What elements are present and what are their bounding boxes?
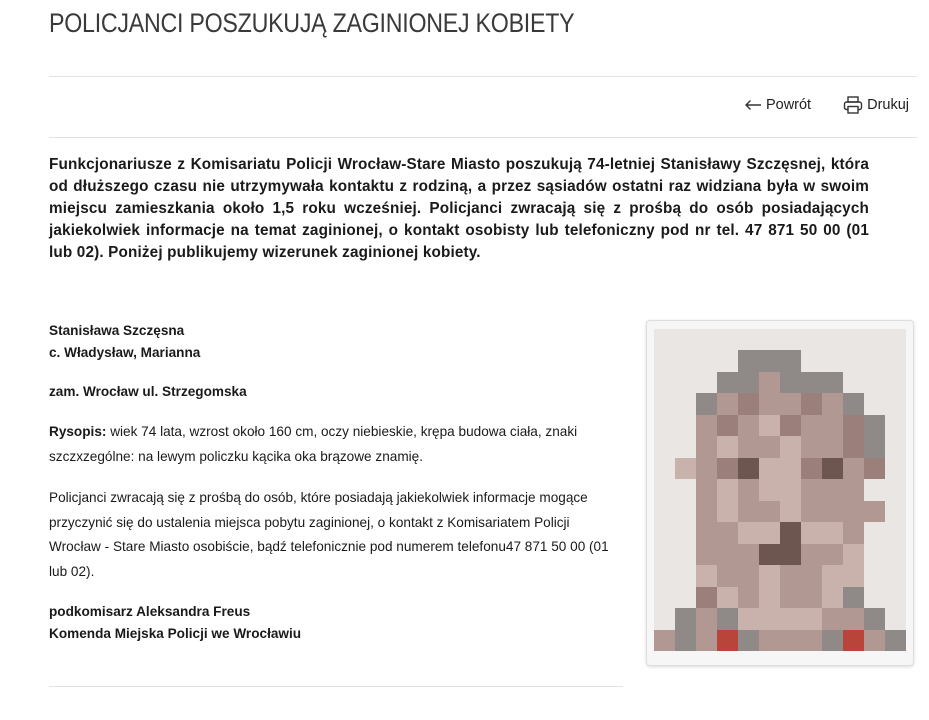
photo-pixel [780,350,801,371]
photo-pixel [675,522,696,543]
photo-pixel [759,630,780,651]
photo-pixel [843,479,864,500]
photo-pixel [801,630,822,651]
photo-pixel [843,544,864,565]
lead-paragraph: Funkcjonariusze z Komisariatu Policji Wrocław-Stare Miasto poszukują 74-letniej Stanisławy Szczęsnej, która od dłuższego czasu nie utrzymywała kontaktu z rodziną, a przez sąsiadów ostatni raz widziana była w swoim miejscu zamieszkania około 1,5 roku wcześniej. Policjanci zwracają się z prośbą do osób posiadających jakiekolwiek informacje na temat zaginionej, o kontakt osobisty lub telefoniczny pod nr tel. 47 871 50 00 (01 lub 02). Poniżej publikujemy wizerunek zaginionej kobiety. [49,156,869,261]
back-link-label: Powrót [765,97,812,113]
photo-pixel [675,587,696,608]
photo-pixel [801,565,822,586]
article-body [49,320,621,645]
photo-pixel [822,587,843,608]
photo-pixel [759,415,780,436]
photo-pixel [864,458,885,479]
photo-pixel [654,522,675,543]
photo-pixel [759,565,780,586]
photo-pixel [696,522,717,543]
photo-pixel [717,587,738,608]
photo-pixel [780,608,801,629]
photo-pixel [885,630,906,651]
photo-pixel [780,372,801,393]
photo-pixel [654,479,675,500]
photo-pixel [864,565,885,586]
photo-pixel [675,436,696,457]
photo-pixel [759,458,780,479]
photo-pixel [801,458,822,479]
photo-pixel [654,436,675,457]
photo-pixel [780,501,801,522]
photo-pixel [738,458,759,479]
photo-pixel [759,350,780,371]
photo-pixel [696,587,717,608]
bottom-divider [49,686,623,687]
photo-pixel [801,350,822,371]
photo-pixel [864,372,885,393]
photo-pixel [759,479,780,500]
photo-pixel [738,393,759,414]
actions-divider [49,137,917,138]
photo-pixel [864,630,885,651]
photo-pixel [780,436,801,457]
photo-pixel [843,372,864,393]
description-text: wiek 74 lata, wzrost około 160 cm, oczy niebieskie, krępa budowa ciała, znaki szczxzególne: na lewym policzku kącika oka brązowe znamię. [49,424,578,464]
photo-pixel [696,608,717,629]
photo-pixel [885,608,906,629]
photo-pixel [738,608,759,629]
photo-pixel [759,501,780,522]
photo-pixel [654,393,675,414]
print-link-label: Drukuj [867,97,909,113]
appeal-paragraph: Policjanci zwracają się z prośbą do osób, które posiadają jakiekolwiek informacje mogące przyczynić się do ustalenia miejsca pobytu zaginionej, o kontakt z Komisariatem Policji Wrocław - Stare Miasto osobiście, bądź telefonicznie pod numerem telefonu47 871 50 00 (01 lub 02). [49,490,609,579]
photo-pixel [717,350,738,371]
photo-pixel [738,372,759,393]
pixelated-portrait-photo [654,329,906,651]
photo-pixel [696,458,717,479]
photo-pixel [717,522,738,543]
photo-pixel [738,501,759,522]
article-actions [744,96,909,114]
photo-pixel [843,350,864,371]
photo-pixel [717,479,738,500]
photo-pixel [717,436,738,457]
photo-pixel [675,630,696,651]
photo-pixel [759,587,780,608]
photo-pixel [675,479,696,500]
signature-author: podkomisarz Aleksandra Freus [49,604,251,619]
photo-pixel [822,415,843,436]
photo-pixel [822,393,843,414]
photo-pixel [717,393,738,414]
arrow-left-icon [744,99,762,111]
photo-pixel [696,501,717,522]
photo-pixel [864,329,885,350]
photo-pixel [822,501,843,522]
photo-pixel [885,522,906,543]
photo-pixel [780,544,801,565]
photo-pixel [696,544,717,565]
photo-pixel [801,415,822,436]
photo-pixel [843,630,864,651]
photo-pixel [654,350,675,371]
photo-pixel [843,436,864,457]
photo-pixel [717,630,738,651]
photo-pixel [654,587,675,608]
photo-pixel [738,587,759,608]
photo-pixel [780,329,801,350]
photo-pixel [780,415,801,436]
photo-pixel [864,393,885,414]
photo-pixel [759,608,780,629]
photo-pixel [801,436,822,457]
description-paragraph [49,420,621,469]
photo-pixel [759,393,780,414]
photo-pixel [738,630,759,651]
photo-pixel [822,436,843,457]
photo-pixel [864,415,885,436]
signature-unit: Komenda Miejska Policji we Wrocławiu [49,626,302,641]
photo-pixel [696,565,717,586]
photo-pixel [738,479,759,500]
photo-pixel [675,350,696,371]
photo-pixel [801,393,822,414]
photo-pixel [885,501,906,522]
photo-pixel [654,544,675,565]
photo-pixel [864,501,885,522]
photo-pixel [780,393,801,414]
photo-pixel [864,608,885,629]
printer-icon [843,96,863,114]
photo-pixel [780,565,801,586]
photo-pixel [864,479,885,500]
photo-pixel [885,393,906,414]
photo-pixel [675,565,696,586]
photo-pixel [864,544,885,565]
photo-pixel [885,544,906,565]
photo-pixel [822,329,843,350]
photo-pixel [696,393,717,414]
top-divider [49,76,917,77]
photo-pixel [654,608,675,629]
photo-pixel [654,415,675,436]
photo-pixel [843,393,864,414]
photo-pixel [843,329,864,350]
photo-pixel [654,329,675,350]
photo-pixel [822,544,843,565]
photo-pixel [801,522,822,543]
person-parents: c. Władysław, Marianna [49,345,201,360]
photo-pixel [885,479,906,500]
photo-pixel [864,587,885,608]
photo-pixel [675,544,696,565]
photo-pixel [675,608,696,629]
photo-pixel [843,501,864,522]
photo-pixel [843,458,864,479]
photo-pixel [717,372,738,393]
photo-pixel [717,565,738,586]
photo-pixel [780,458,801,479]
photo-pixel [738,329,759,350]
photo-pixel [780,479,801,500]
photo-pixel [801,329,822,350]
photo-pixel [843,565,864,586]
photo-pixel [675,415,696,436]
photo-pixel [864,350,885,371]
photo-pixel [759,544,780,565]
photo-pixel [864,522,885,543]
photo-pixel [654,372,675,393]
photo-pixel [696,329,717,350]
photo-pixel [801,544,822,565]
photo-pixel [738,544,759,565]
photo-pixel [801,587,822,608]
photo-pixel [822,630,843,651]
photo-pixel [885,329,906,350]
photo-pixel [801,608,822,629]
photo-pixel [885,350,906,371]
photo-pixel [822,350,843,371]
photo-pixel [654,501,675,522]
photo-pixel [738,350,759,371]
photo-pixel [822,565,843,586]
photo-pixel [780,630,801,651]
photo-pixel [696,372,717,393]
photo-pixel [696,350,717,371]
photo-pixel [717,458,738,479]
photo-pixel [885,565,906,586]
photo-pixel [654,565,675,586]
photo-pixel [696,415,717,436]
photo-pixel [738,436,759,457]
back-link[interactable] [744,97,811,113]
photo-pixel [843,522,864,543]
photo-pixel [822,608,843,629]
photo-pixel [717,608,738,629]
photo-pixel [885,415,906,436]
photo-pixel [696,436,717,457]
photo-pixel [654,630,675,651]
photo-pixel [759,372,780,393]
photo-pixel [696,479,717,500]
photo-pixel [717,415,738,436]
photo-pixel [654,458,675,479]
description-label: Rysopis: [49,424,107,439]
photo-pixel [675,393,696,414]
photo-pixel [717,501,738,522]
missing-person-photo-frame[interactable] [646,320,914,666]
photo-pixel [759,522,780,543]
photo-pixel [738,565,759,586]
photo-pixel [885,587,906,608]
photo-pixel [675,458,696,479]
photo-pixel [822,522,843,543]
photo-pixel [843,587,864,608]
page-title: POLICJANCI POSZUKUJĄ ZAGINIONEJ KOBIETY [49,8,575,38]
photo-pixel [675,329,696,350]
photo-pixel [675,372,696,393]
photo-pixel [696,630,717,651]
photo-pixel [822,458,843,479]
photo-pixel [780,522,801,543]
photo-pixel [801,372,822,393]
photo-pixel [759,329,780,350]
photo-pixel [885,436,906,457]
photo-pixel [822,479,843,500]
print-link[interactable] [843,96,909,114]
person-address: zam. Wrocław ul. Strzegomska [49,384,247,399]
photo-pixel [885,458,906,479]
photo-pixel [780,587,801,608]
person-name: Stanisława Szczęsna [49,323,185,338]
photo-pixel [675,501,696,522]
photo-pixel [738,522,759,543]
photo-pixel [801,479,822,500]
photo-pixel [717,329,738,350]
photo-pixel [843,415,864,436]
photo-pixel [864,436,885,457]
photo-pixel [738,415,759,436]
photo-pixel [801,501,822,522]
photo-pixel [885,372,906,393]
photo-pixel [717,544,738,565]
photo-pixel [822,372,843,393]
photo-pixel [759,436,780,457]
photo-pixel [843,608,864,629]
